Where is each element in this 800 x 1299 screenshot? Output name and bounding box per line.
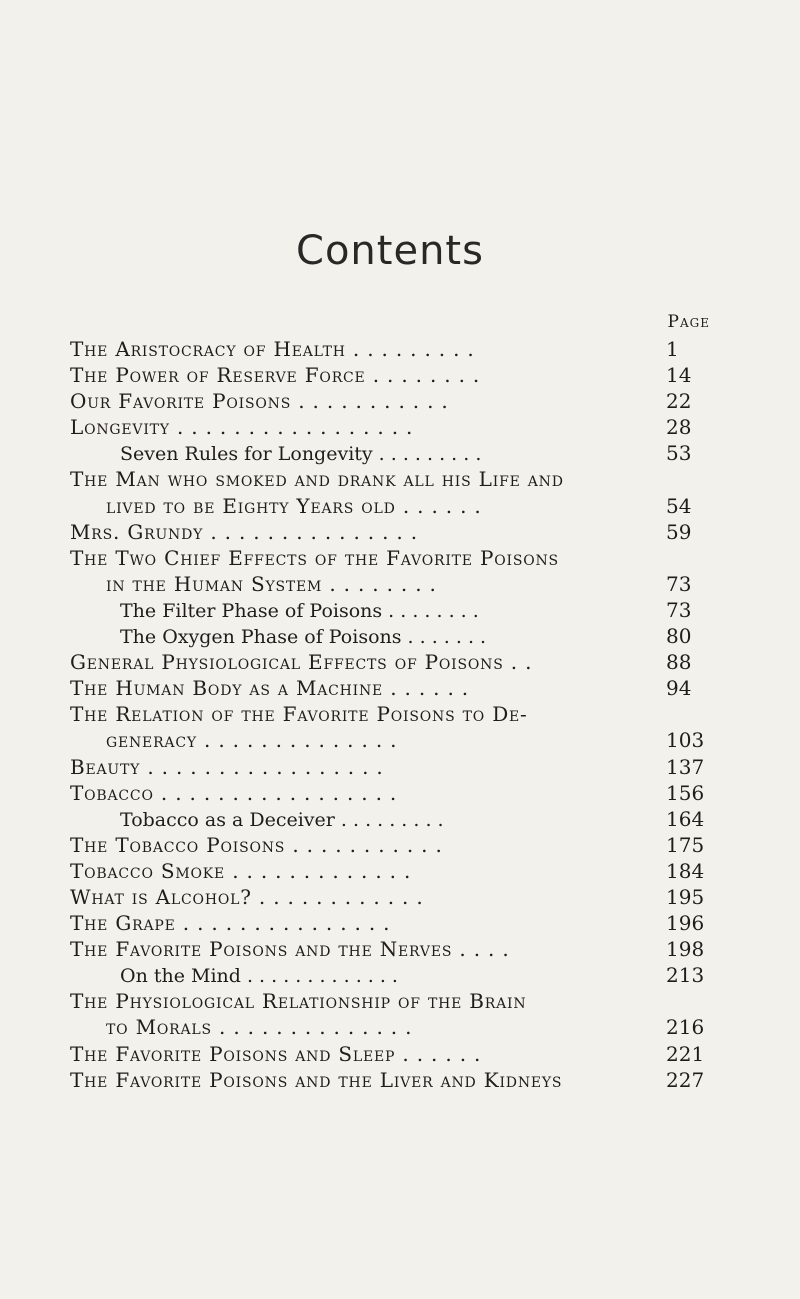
toc-entry xyxy=(70,832,710,858)
toc-entry xyxy=(70,727,710,753)
toc-entry-page-number: 216 xyxy=(666,1015,705,1040)
toc-entry-page-number: 156 xyxy=(666,780,705,805)
toc-entry xyxy=(70,1041,710,1067)
toc-entry xyxy=(70,545,710,571)
toc-entry xyxy=(70,623,710,649)
toc-entry-page-number: 195 xyxy=(666,884,705,909)
toc-entry-page-number: 184 xyxy=(666,858,705,883)
toc-entry-title: Tobacco as a Deceiver . . . . . . . . . xyxy=(120,808,444,831)
toc-entry-title: The Favorite Poisons and Sleep . . . . . . xyxy=(70,1041,482,1066)
toc-entry-page-number: 73 xyxy=(666,571,692,596)
toc-entry-page-number: 80 xyxy=(666,624,692,649)
toc-entry xyxy=(70,362,710,388)
toc-entry-title: Our Favorite Poisons . . . . . . . . . . . xyxy=(70,389,449,414)
toc-entry-page-number: 198 xyxy=(666,937,705,962)
toc-entry-page-number: 59 xyxy=(666,519,692,544)
toc-entry-page-number: 73 xyxy=(666,597,692,622)
toc-entry-title: The Power of Reserve Force . . . . . . . . xyxy=(70,363,481,388)
toc-entry xyxy=(70,388,710,414)
toc-entry-page-number: 53 xyxy=(666,441,692,466)
toc-entry-title: Tobacco . . . . . . . . . . . . . . . . . xyxy=(70,780,398,805)
toc-entry xyxy=(70,493,710,519)
toc-entry-title: On the Mind . . . . . . . . . . . . . xyxy=(120,965,398,988)
toc-entry-page-number: 54 xyxy=(666,493,692,518)
page-title: Contents xyxy=(296,228,484,274)
toc-entry-title: generacy . . . . . . . . . . . . . . xyxy=(106,728,398,753)
toc-entry xyxy=(70,675,710,701)
toc-entry-page-number: 221 xyxy=(666,1041,705,1066)
toc-entry-page-number: 164 xyxy=(666,806,705,831)
toc-entry-page-number: 88 xyxy=(666,650,692,675)
toc-entry-title: Longevity . . . . . . . . . . . . . . . . . xyxy=(70,415,414,440)
page-column-label: Page xyxy=(667,312,710,332)
toc-entry-title: The Favorite Poisons and the Liver and Kidneys xyxy=(70,1067,563,1092)
toc-entry-title: General Physiological Effects of Poisons . . xyxy=(70,650,533,675)
toc-entry xyxy=(70,1014,710,1040)
toc-entry xyxy=(70,1067,710,1093)
toc-entry-page-number: 22 xyxy=(666,389,692,414)
toc-entry xyxy=(70,336,710,362)
toc-entry xyxy=(70,597,710,623)
toc-entry xyxy=(70,440,710,466)
toc-entry-title: The Tobacco Poisons . . . . . . . . . . . xyxy=(70,832,443,857)
toc-entry xyxy=(70,780,710,806)
table-of-contents xyxy=(70,336,710,1093)
toc-entry xyxy=(70,858,710,884)
toc-entry xyxy=(70,571,710,597)
toc-entry-page-number: 1 xyxy=(666,337,679,361)
toc-entry xyxy=(70,701,710,727)
toc-entry-title: The Two Chief Effects of the Favorite Poisons xyxy=(70,545,559,570)
toc-entry-page-number: 14 xyxy=(666,363,692,388)
toc-entry-page-number: 175 xyxy=(666,832,705,857)
toc-entry-title: Mrs. Grundy . . . . . . . . . . . . . . . xyxy=(70,519,418,544)
toc-entry-title: The Relation of the Favorite Poisons to De- xyxy=(70,702,528,727)
toc-entry-title: The Physiological Relationship of the Brain xyxy=(70,989,527,1014)
toc-entry-page-number: 227 xyxy=(666,1067,705,1092)
toc-entry xyxy=(70,519,710,545)
toc-entry xyxy=(70,806,710,832)
toc-entry xyxy=(70,649,710,675)
toc-entry-page-number: 213 xyxy=(666,963,705,988)
toc-entry xyxy=(70,988,710,1014)
toc-entry xyxy=(70,910,710,936)
toc-entry-page-number: 28 xyxy=(666,415,692,440)
toc-entry-page-number: 103 xyxy=(666,728,705,753)
toc-entry-page-number: 94 xyxy=(666,676,692,701)
toc-entry-page-number: 137 xyxy=(666,754,705,779)
toc-entry-title: The Filter Phase of Poisons . . . . . . . . xyxy=(120,599,479,622)
toc-entry xyxy=(70,936,710,962)
toc-entry xyxy=(70,962,710,988)
toc-entry-title: in the Human System . . . . . . . . xyxy=(106,571,437,596)
toc-entry-title: The Favorite Poisons and the Nerves . . . . xyxy=(70,937,510,962)
toc-entry-title: The Human Body as a Machine . . . . . . xyxy=(70,676,469,701)
toc-entry-title: Beauty . . . . . . . . . . . . . . . . . xyxy=(70,754,384,779)
toc-entry-title: The Grape . . . . . . . . . . . . . . . xyxy=(70,911,391,936)
toc-entry xyxy=(70,754,710,780)
toc-entry xyxy=(70,414,710,440)
toc-entry-title: The Aristocracy of Health . . . . . . . . . xyxy=(70,337,475,361)
toc-entry-title: lived to be Eighty Years old . . . . . . xyxy=(106,493,482,518)
toc-entry-title: The Oxygen Phase of Poisons . . . . . . . xyxy=(120,626,487,649)
toc-entry-page-number: 196 xyxy=(666,911,705,936)
toc-entry-title: Tobacco Smoke . . . . . . . . . . . . . xyxy=(70,858,412,883)
toc-entry-title: Seven Rules for Longevity . . . . . . . . . xyxy=(120,443,482,466)
toc-entry xyxy=(70,884,710,910)
toc-entry-title: What is Alcohol? . . . . . . . . . . . . xyxy=(70,884,424,909)
toc-entry-title: The Man who smoked and drank all his Life and xyxy=(70,467,564,492)
toc-entry-title: to Morals . . . . . . . . . . . . . . xyxy=(106,1015,413,1040)
toc-entry xyxy=(70,466,710,492)
